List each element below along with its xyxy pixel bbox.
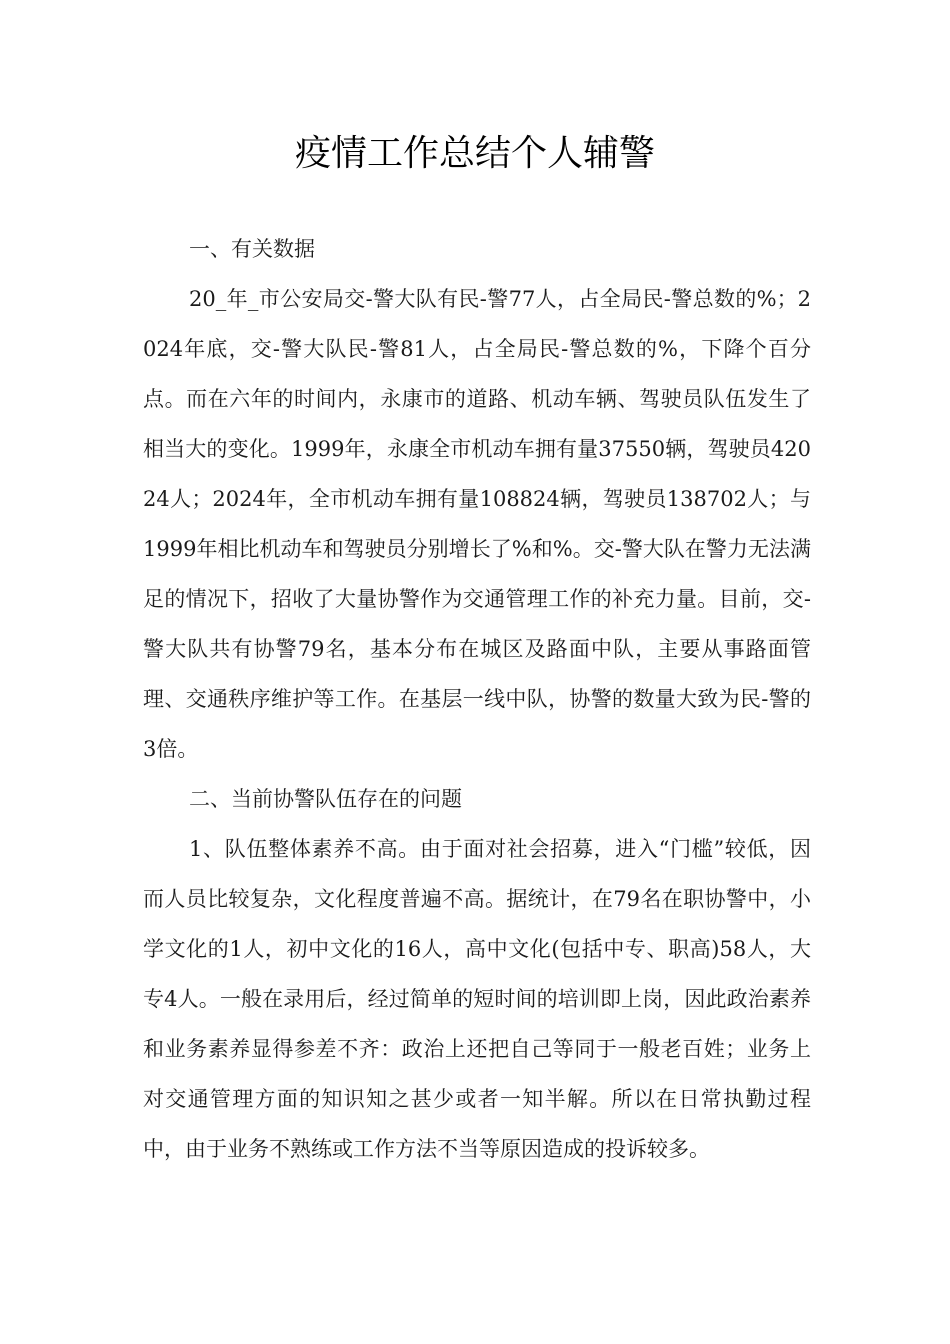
- section-heading-problems: 二、当前协警队伍存在的问题: [189, 787, 462, 811]
- paragraph-statistics: 20_年_市公安局交-警大队有民-警77人，占全局民-警总数的%；2024年底，交-警大队民-警81人，占全局民-警总数的%，下降个百分点。而在六年的时间内，永康市的道路、机动车辆、驾驶员队伍发生了相当大的变化。1999年，永康全市机动车拥有量37550辆，驾驶员42024人；2024年，全市机动车拥有量108824辆，驾驶员138702人；与1999年相比机动车和驾驶员分别增长了%和%。交-警大队在警力无法满足的情况下，招收了大量协警作为交通管理工作的补充力量。目前，交-警大队共有协警79名，基本分布在城区及路面中队，主要从事路面管理、交通秩序维护等工作。在基层一线中队，协警的数量大致为民-警的3倍。: [143, 287, 811, 761]
- document-body: [143, 224, 811, 1174]
- paragraph-quality: 1、队伍整体素养不高。由于面对社会招募，进入“门槛”较低，因而人员比较复杂，文化程度普遍不高。据统计，在79名在职协警中，小学文化的1人，初中文化的16人，高中文化(包括中专、职高)58人，大专4人。一般在录用后，经过简单的短时间的培训即上岗，因此政治素养和业务素养显得参差不齐：政治上还把自己等同于一般老百姓；业务上对交通管理方面的知识知之甚少或者一知半解。所以在日常执勤过程中，由于业务不熟练或工作方法不当等原因造成的投诉较多。: [143, 837, 811, 1161]
- section-heading-data: 一、有关数据: [189, 237, 315, 261]
- document-title: 疫情工作总结个人辅警: [294, 133, 655, 174]
